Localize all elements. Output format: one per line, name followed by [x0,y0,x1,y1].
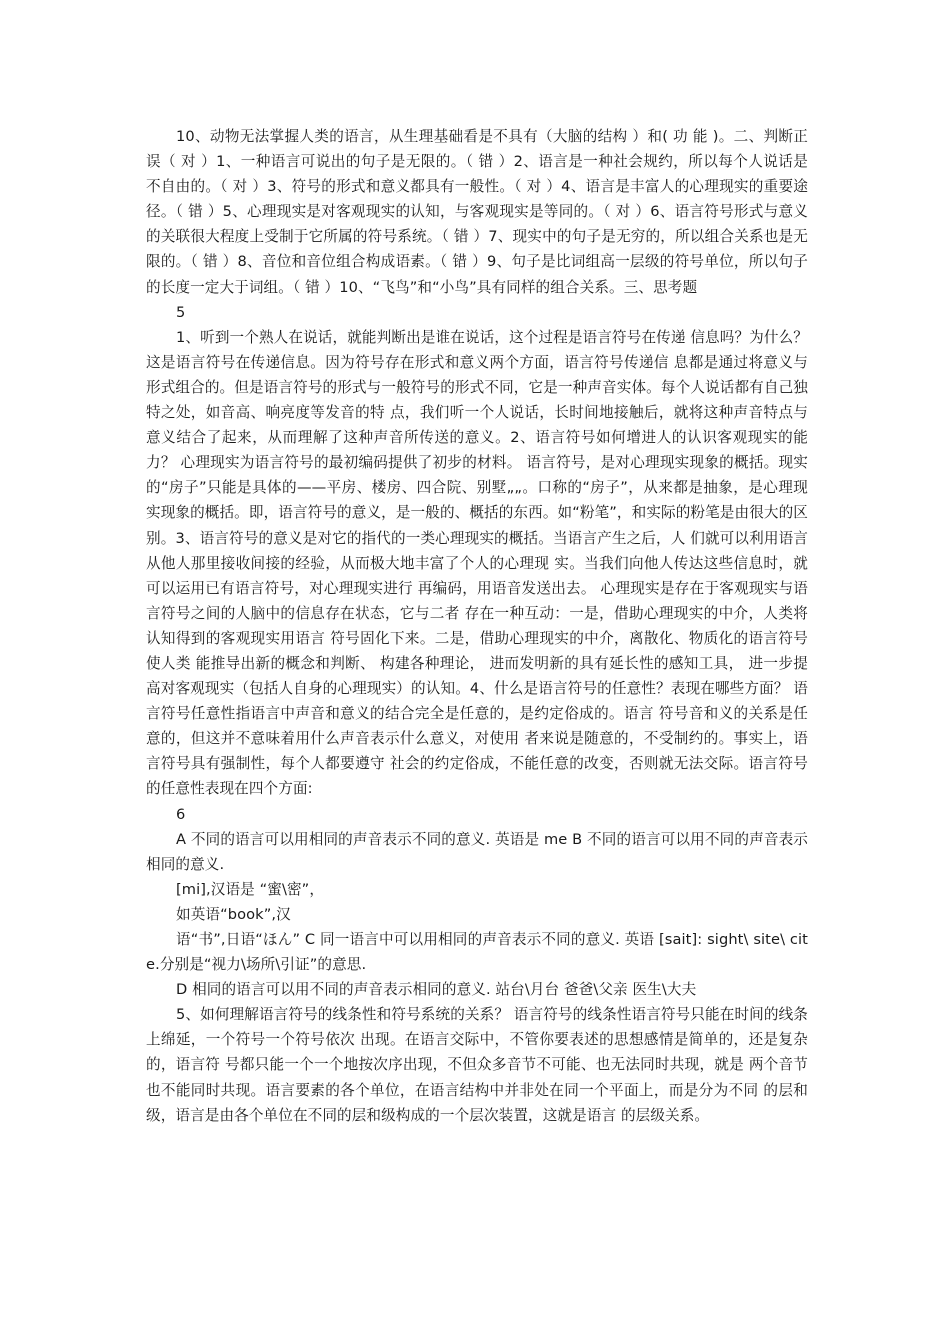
paragraph-item-c: 语“书”,日语“ほん” C 同一语言中可以用相同的声音表示不同的意义. 英语 [sait]: sight\ site\ cite.分别是“视力\场所\引证”的意思. [146,931,808,974]
paragraph-book-example: 如英语“book”,汉 [176,905,291,923]
paragraph-judgement-section: 10、动物无法掌握人类的语言，从生理基础看是不具有（大脑的结构 ）和( 功 能 )。二、判断正误（ 对 ）1、一种语言可说出的句子是无限的。（ 错 ）2、语言是一种社会规约，所以每个人说话是不自由的。（ 对 ）3、符号的形式和意义都具有一般性。（ 对 ）4、语言是丰富人的心理现实的重要途径。（ 错 ）5、心理现实是对客观现实的认知，与客观现实是等同的。（ 对 ）6、语言符号形式与意义的关联很大程度上受制于它所属的符号系统。（ 错 ）7、现实中的句子是无穷的，所以组合关系也是无限的。（ 错 ）8、音位和音位组合构成语素。（ 错 ）9、句子是比词组高一层级的符号单位，所以句子的长度一定大于词组。（ 错 ）10、“飞鸟”和“小鸟”具有同样的组合关系。三、思考题 [146,128,808,296]
page-number-6: 6 [176,805,186,823]
paragraph-mi-example: [mi],汉语是 “蜜\密”， [176,880,325,898]
paragraph-question-5: 5、如何理解语言符号的线条性和符号系统的关系？ 语言符号的线条性语言符号只能在时间的线条上绵延，一个符号一个符号依次 出现。在语言交际中，不管你要表述的思想感情是简单的，还是复杂的，语言符 号都只能一个一个地按次序出现，不但众多音节不可能、也无法同时共现，就是 两个音节也不能同时共现。语言要素的各个单位，在语言结构中并非处在同一个平面上，而是分为不同 的层和级，语言是由各个单位在不同的层和级构成的一个层次装置，这就是语言 的层级关系。 [146,1006,808,1124]
paragraph-thinking-questions: 1、听到一个熟人在说话，就能判断出是谁在说话，这个过程是语言符号在传递 信息吗？为什么？ 这是语言符号在传递信息。因为符号存在形式和意义两个方面，语言符号传递信 息都是通过将意义与形式组合的。但是语言符号的形式与一般符号的形式不同，它是一种声音实体。每个人说话都有自己独特之处，如音高、响亮度等发音的特 点，我们听一个人说话，长时间地接触后，就将这种声音特点与意义结合了起来，从而理解了这种声音所传送的意义。2、语言符号如何增进人的认识客观现实的能力？ 心理现实为语言符号的最初编码提供了初步的材料。 语言符号，是对心理现实现象的概括。现实的“房子”只能是具体的——平房、楼房、四合院、别墅„„。口称的“房子”，从来都是抽象，是心理现实现象的概括。即，语言符号的意义，是一般的、概括的东西。如“粉笔”，和实际的粉笔是由很大的区别。3、语言符号的意义是对它的指代的一类心理现实的概括。当语言产生之后，人 们就可以利用语言从他人那里接收间接的经验，从而极大地丰富了个人的心理现 实。当我们向他人传达这些信息时，就可以运用已有语言符号，对心理现实进行 再编码，用语音发送出去。 心理现实是存在于客观现实与语言符号之间的人脑中的信息存在状态，它与二者 存在一种互动：一是，借助心理现实的中介，人类将认知得到的客观现实用语言 符号固化下来。二是，借助心理现实的中介，离散化、物质化的语言符号使人类 能推导出新的概念和判断、 构建各种理论， 进而发明新的具有延长性的感知工具， 进一步提高对客观现实（包括人自身的心理现实）的认知。4、什么是语言符号的任意性？表现在哪些方面？ 语言符号任意性指语言中声音和意义的结合完全是任意的，是约定俗成的。语言 符号音和义的关系是任意的，但这并不意味着用什么声音表示什么意义，对使用 者来说是随意的，不受制约的。事实上，语言符号具有强制性，每个人都要遵守 社会的约定俗成，不能任意的改变，否则就无法交际。语言符号的任意性表现在四个方面: [146,328,808,798]
page-number-5: 5 [176,303,186,321]
document-body [146,124,808,1128]
paragraph-item-a: A 不同的语言可以用相同的声音表示不同的意义. 英语是 me B 不同的语言可以用不同的声音表示相同的意义. [146,830,808,873]
paragraph-item-d: D 相同的语言可以用不同的声音表示相同的意义. 站台\月台 爸爸\父亲 医生\大夫 [176,981,697,999]
